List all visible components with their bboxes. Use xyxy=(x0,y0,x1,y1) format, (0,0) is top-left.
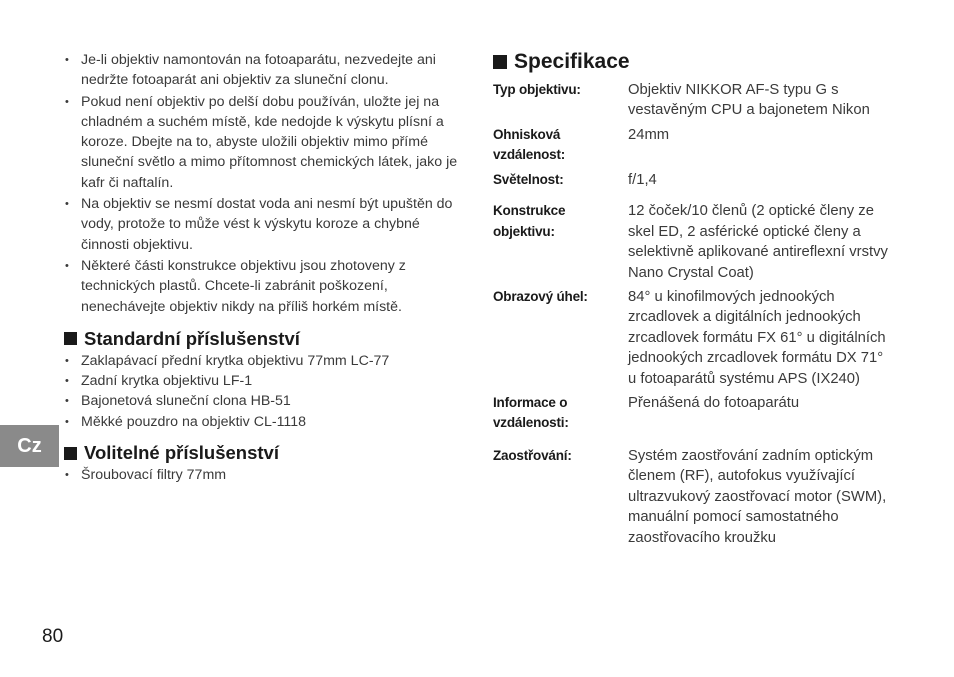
square-bullet-icon xyxy=(64,332,77,345)
spec-label: Typ objektivu: xyxy=(493,82,581,97)
care-note: • Pokud není objektiv po delší dobu používán, uložte jej na chladném a suchém místě, kde nedojde k výskytu plísní a koroze. Dbejte na to, abyste uložili objektiv mimo přímé sluneční světlo a mimo přítomnost chemických látek, jako je kafr či naftalín. xyxy=(64,92,464,193)
language-tab: Cz xyxy=(0,425,59,467)
accessory-item: • Zaklapávací přední krytka objektivu 77mm LC-77 xyxy=(64,351,464,371)
standard-accessories-title: Standardní příslušenství xyxy=(84,327,300,349)
specifications-heading xyxy=(493,50,893,74)
spec-row xyxy=(493,80,893,121)
spec-row xyxy=(493,393,893,434)
optional-accessories-heading xyxy=(64,441,464,465)
spec-row xyxy=(493,201,893,283)
spec-row xyxy=(493,446,893,548)
page-number: 80 xyxy=(42,626,64,647)
accessory-item: • Bajonetová sluneční clona HB-51 xyxy=(64,391,464,411)
spec-value: f/1,4 xyxy=(628,171,657,188)
square-bullet-icon xyxy=(64,447,77,460)
accessory-item: • Měkké pouzdro na objektiv CL-1118 xyxy=(64,412,464,432)
left-column xyxy=(64,50,464,485)
spec-row xyxy=(493,125,893,166)
spec-value: Systém zaostřování zadním optickým členem (RF), autofokus využívající ultrazvukový zaostřovací motor (SWM), manuální pomocí samostatného zaostřovacího kroužku xyxy=(628,447,887,546)
spec-value: 84° u kinofilmových jednookých zrcadlovek a digitálních jednookých zrcadlovek formátu FX 61° u digitálních jednookých zrcadlovek formátu DX 71° u fotoaparátů systému APS (IX240) xyxy=(628,288,886,387)
spec-label: Informace o vzdálenosti: xyxy=(493,394,569,431)
spec-label: Ohnisková vzdálenost: xyxy=(493,126,566,163)
spec-value: 24mm xyxy=(628,126,670,143)
standard-accessories-heading xyxy=(64,327,464,351)
spec-value: 12 čoček/10 členů (2 optické členy ze skel ED, 2 asférické optické členy a selektivně aplikované antireflexní vrstvy Nano Crystal Coat) xyxy=(628,203,888,281)
spec-label: Obrazový úhel: xyxy=(493,288,588,304)
accessory-item: • Zadní krytka objektivu LF-1 xyxy=(64,371,464,391)
spec-value: Přenášená do fotoaparátu xyxy=(628,394,800,411)
square-bullet-icon xyxy=(493,55,507,69)
accessory-item: • Šroubovací filtry 77mm xyxy=(64,465,464,485)
spec-label: Konstrukce objektivu: xyxy=(493,203,566,239)
care-notes-list xyxy=(64,50,464,317)
spec-label: Zaostřování: xyxy=(493,447,572,463)
standard-accessories-list xyxy=(64,351,464,432)
care-note: • Některé části konstrukce objektivu jsou zhotoveny z technických plastů. Chcete-li zabránit poškození, nenechávejte objektiv nikdy na příliš horkém místě. xyxy=(64,256,464,317)
spec-row xyxy=(493,170,893,191)
optional-accessories-list xyxy=(64,465,464,485)
specifications-section xyxy=(493,50,893,548)
specifications-title: Specifikace xyxy=(514,50,630,73)
optional-accessories-title: Volitelné příslušenství xyxy=(84,442,279,464)
spec-row xyxy=(493,287,893,389)
care-note: • Na objektiv se nesmí dostat voda ani nesmí být upuštěn do vody, protože to může vést k výskytu koroze a chybné činnosti objektivu. xyxy=(64,194,464,255)
spec-value: Objektiv NIKKOR AF-S typu G s vestavěným CPU a bajonetem Nikon xyxy=(628,82,870,119)
spec-label: Světelnost: xyxy=(493,171,564,187)
care-note: • Je-li objektiv namontován na fotoaparátu, nezvedejte ani nedržte fotoaparát ani objektiv za sluneční clonu. xyxy=(64,50,464,91)
